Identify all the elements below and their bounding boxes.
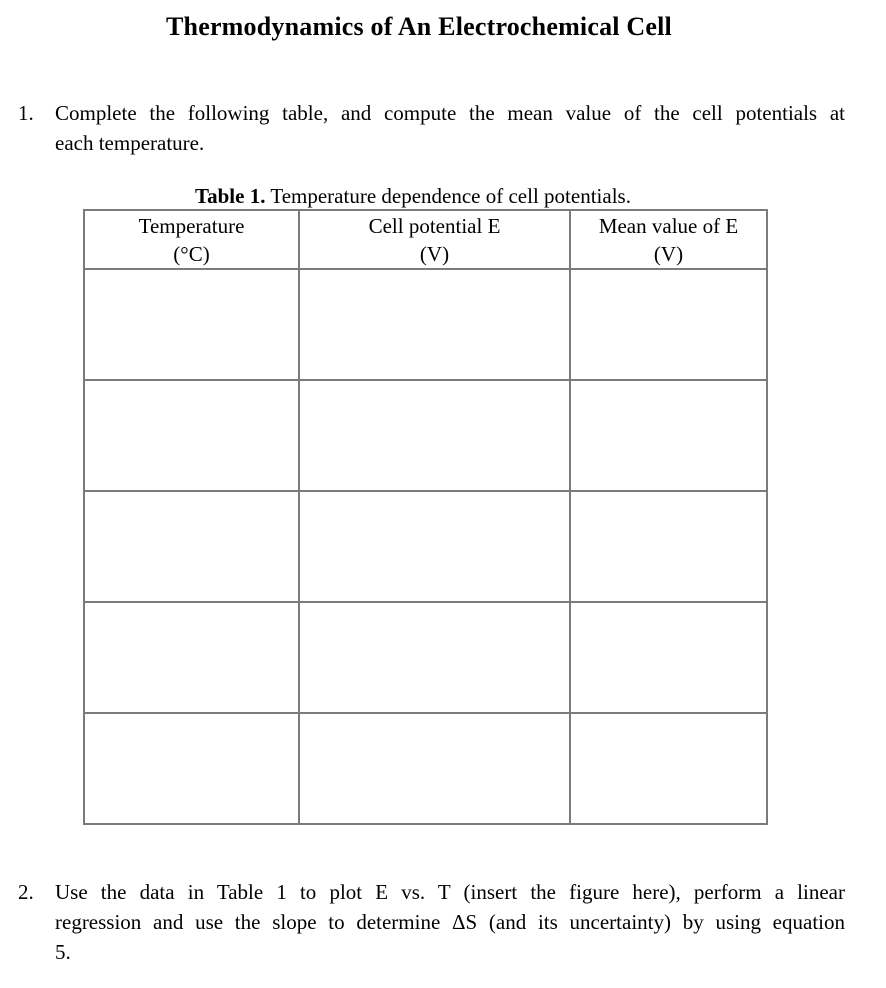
table-cell-empty[interactable] [299,713,570,824]
column-unit: (V) [653,242,684,266]
table-row [84,713,767,824]
table-cell-empty[interactable] [84,269,299,380]
page-title: Thermodynamics of An Electrochemical Cell [166,12,672,41]
table-cell-empty[interactable] [570,269,767,380]
table-cell-empty[interactable] [570,380,767,491]
table-cell-empty[interactable] [570,491,767,602]
table-cell-empty[interactable] [84,380,299,491]
header-cell-mean-value [570,210,767,269]
table-row [84,269,767,380]
table-header-row [84,210,767,269]
table-cell-empty[interactable] [299,602,570,713]
item-2-number: 2. [18,880,34,904]
table-caption [60,181,766,211]
item-1-line-1: Complete the following table, and compute the mean value of the cell potentials at [55,101,845,125]
header-cell-temperature [84,210,299,269]
column-name: Mean value of E [598,214,739,238]
table-row [84,380,767,491]
item-2-line-1: Use the data in Table 1 to plot E vs. T (insert the figure here), perform a linear [55,880,845,904]
table-cell-empty[interactable] [570,602,767,713]
table-cell-empty[interactable] [299,491,570,602]
item-1-number: 1. [18,101,34,125]
table-cell-empty[interactable] [84,713,299,824]
cell-potentials-table [83,209,768,825]
item-1-paragraph [55,98,845,158]
table-cell-empty[interactable] [84,602,299,713]
column-unit: (°C) [173,242,210,266]
item-1-line-2: each temperature. [55,131,205,155]
table-cell-empty[interactable] [299,269,570,380]
item-2-line-3: 5. [55,940,71,964]
table-row [84,602,767,713]
column-name: Cell potential E [368,214,501,238]
table-cell-empty[interactable] [84,491,299,602]
header-cell-cell-potential [299,210,570,269]
table-cell-empty[interactable] [299,380,570,491]
column-name: Temperature [138,214,245,238]
column-unit: (V) [419,242,450,266]
table-caption-text: Temperature dependence of cell potentials. [265,184,631,208]
table-cell-empty[interactable] [570,713,767,824]
item-2-paragraph [55,877,845,967]
table-caption-label: Table 1. [195,184,266,208]
item-2-line-2: regression and use the slope to determine ΔS (and its uncertainty) by using equation [55,910,845,934]
table-row [84,491,767,602]
